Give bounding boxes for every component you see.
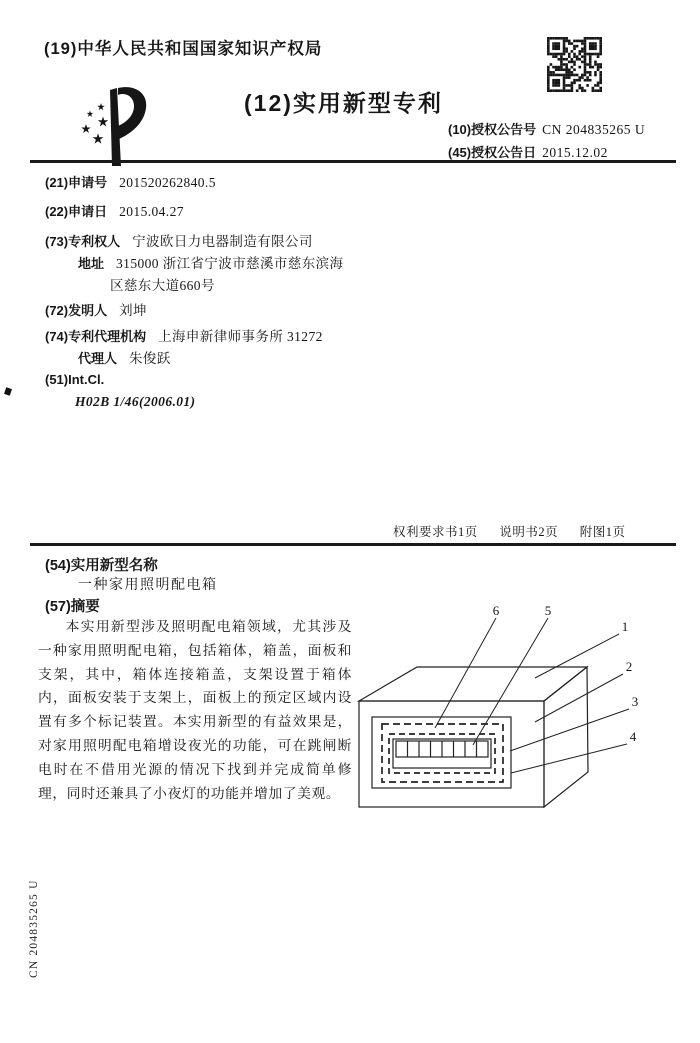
inventor-line (45, 299, 147, 319)
ref-num-5: 5 (544, 603, 552, 618)
patentee-label: (73)专利权人 (45, 234, 121, 249)
distribution-box-drawing (345, 585, 695, 835)
scan-ink-mark (4, 387, 12, 396)
agent-line (78, 347, 171, 367)
ref-num-1: 1 (621, 619, 629, 634)
header-rule (30, 160, 676, 163)
figure-reference-numbers (493, 603, 639, 744)
abstract-section-label: (57)摘要 (45, 599, 100, 615)
int-cl-value-line (75, 394, 195, 410)
agent-value: 朱俊跃 (129, 351, 171, 366)
qr-code (547, 37, 602, 92)
application-date-label: (22)申请日 (45, 204, 108, 219)
title-section-label: (54)实用新型名称 (45, 558, 158, 574)
patentee-value: 宁波欧日力电器制造有限公司 (132, 234, 313, 249)
publication-date-line (448, 142, 608, 161)
publication-number-value: CN 204835265 U (542, 122, 646, 137)
section-rule (30, 543, 676, 546)
document-type-title: (12)实用新型专利 (244, 90, 443, 116)
publication-number-line (448, 119, 645, 138)
int-cl-value: H02B 1/46(2006.01) (75, 394, 196, 409)
address-value-line1: 315000 浙江省宁波市慈溪市慈东滨海 (116, 256, 344, 271)
address-line-2 (110, 274, 215, 294)
qr-code-image (547, 37, 602, 92)
issuing-office: (19)中华人民共和国国家知识产权局 (44, 40, 323, 58)
inventor-label: (72)发明人 (45, 303, 108, 318)
application-number-line (45, 172, 216, 191)
side-publication-code: CN 204835265 U (28, 879, 40, 978)
application-date-line (45, 201, 184, 220)
address-line-1 (78, 252, 343, 272)
inventor-value: 刘坤 (119, 303, 147, 318)
address-label: 地址 (78, 256, 105, 271)
publication-number-label: (10)授权公告号 (448, 122, 537, 137)
patentee-line (45, 230, 313, 250)
description-pages: 说明书2页 (499, 525, 559, 539)
leader-lines (435, 618, 629, 773)
pages-info (393, 522, 644, 540)
agency-line (45, 325, 323, 345)
patent-figure (345, 585, 695, 835)
abstract-text: 本实用新型涉及照明配电箱领域，尤其涉及一种家用照明配电箱，包括箱体，箱盖，面板和支架，其中，箱体连接箱盖，支架设置于箱体内，面板安装于支架上，面板上的预定区域内设置有多个标记装置。本实用新型的有益效果是，对家用照明配电箱增设夜光的功能，可在跳闸断电时在不借用光源的情况下找到并完成简单修理，同时还兼具了小夜灯的功能并增加了美观。 (38, 619, 352, 801)
agency-value: 上海申新律师事务所 31272 (158, 329, 323, 344)
application-number-value: 201520262840.5 (119, 175, 216, 190)
cnipa-logo-image (70, 84, 154, 172)
agent-label: 代理人 (78, 351, 118, 366)
cnipa-logo (70, 84, 154, 172)
address-value-line2: 区慈东大道660号 (110, 278, 215, 293)
box-top-face (359, 667, 587, 701)
ref-num-2: 2 (625, 659, 633, 674)
invention-title: 一种家用照明配电箱 (78, 578, 218, 593)
application-date-value: 2015.04.27 (119, 204, 184, 219)
agency-label: (74)专利代理机构 (45, 329, 147, 344)
ref-num-4: 4 (629, 729, 637, 744)
ref-num-3: 3 (631, 694, 639, 709)
int-cl-line (45, 372, 116, 388)
logo-stars (81, 103, 108, 144)
application-number-label: (21)申请号 (45, 175, 108, 190)
drawings-pages: 附图1页 (579, 525, 626, 539)
publication-date-label: (45)授权公告日 (448, 145, 537, 160)
ref-num-6: 6 (492, 603, 500, 618)
abstract-text-block (38, 615, 352, 805)
int-cl-label: (51)Int.Cl. (45, 372, 105, 387)
claims-pages: 权利要求书1页 (393, 525, 478, 539)
publication-date-value: 2015.12.02 (542, 145, 608, 160)
